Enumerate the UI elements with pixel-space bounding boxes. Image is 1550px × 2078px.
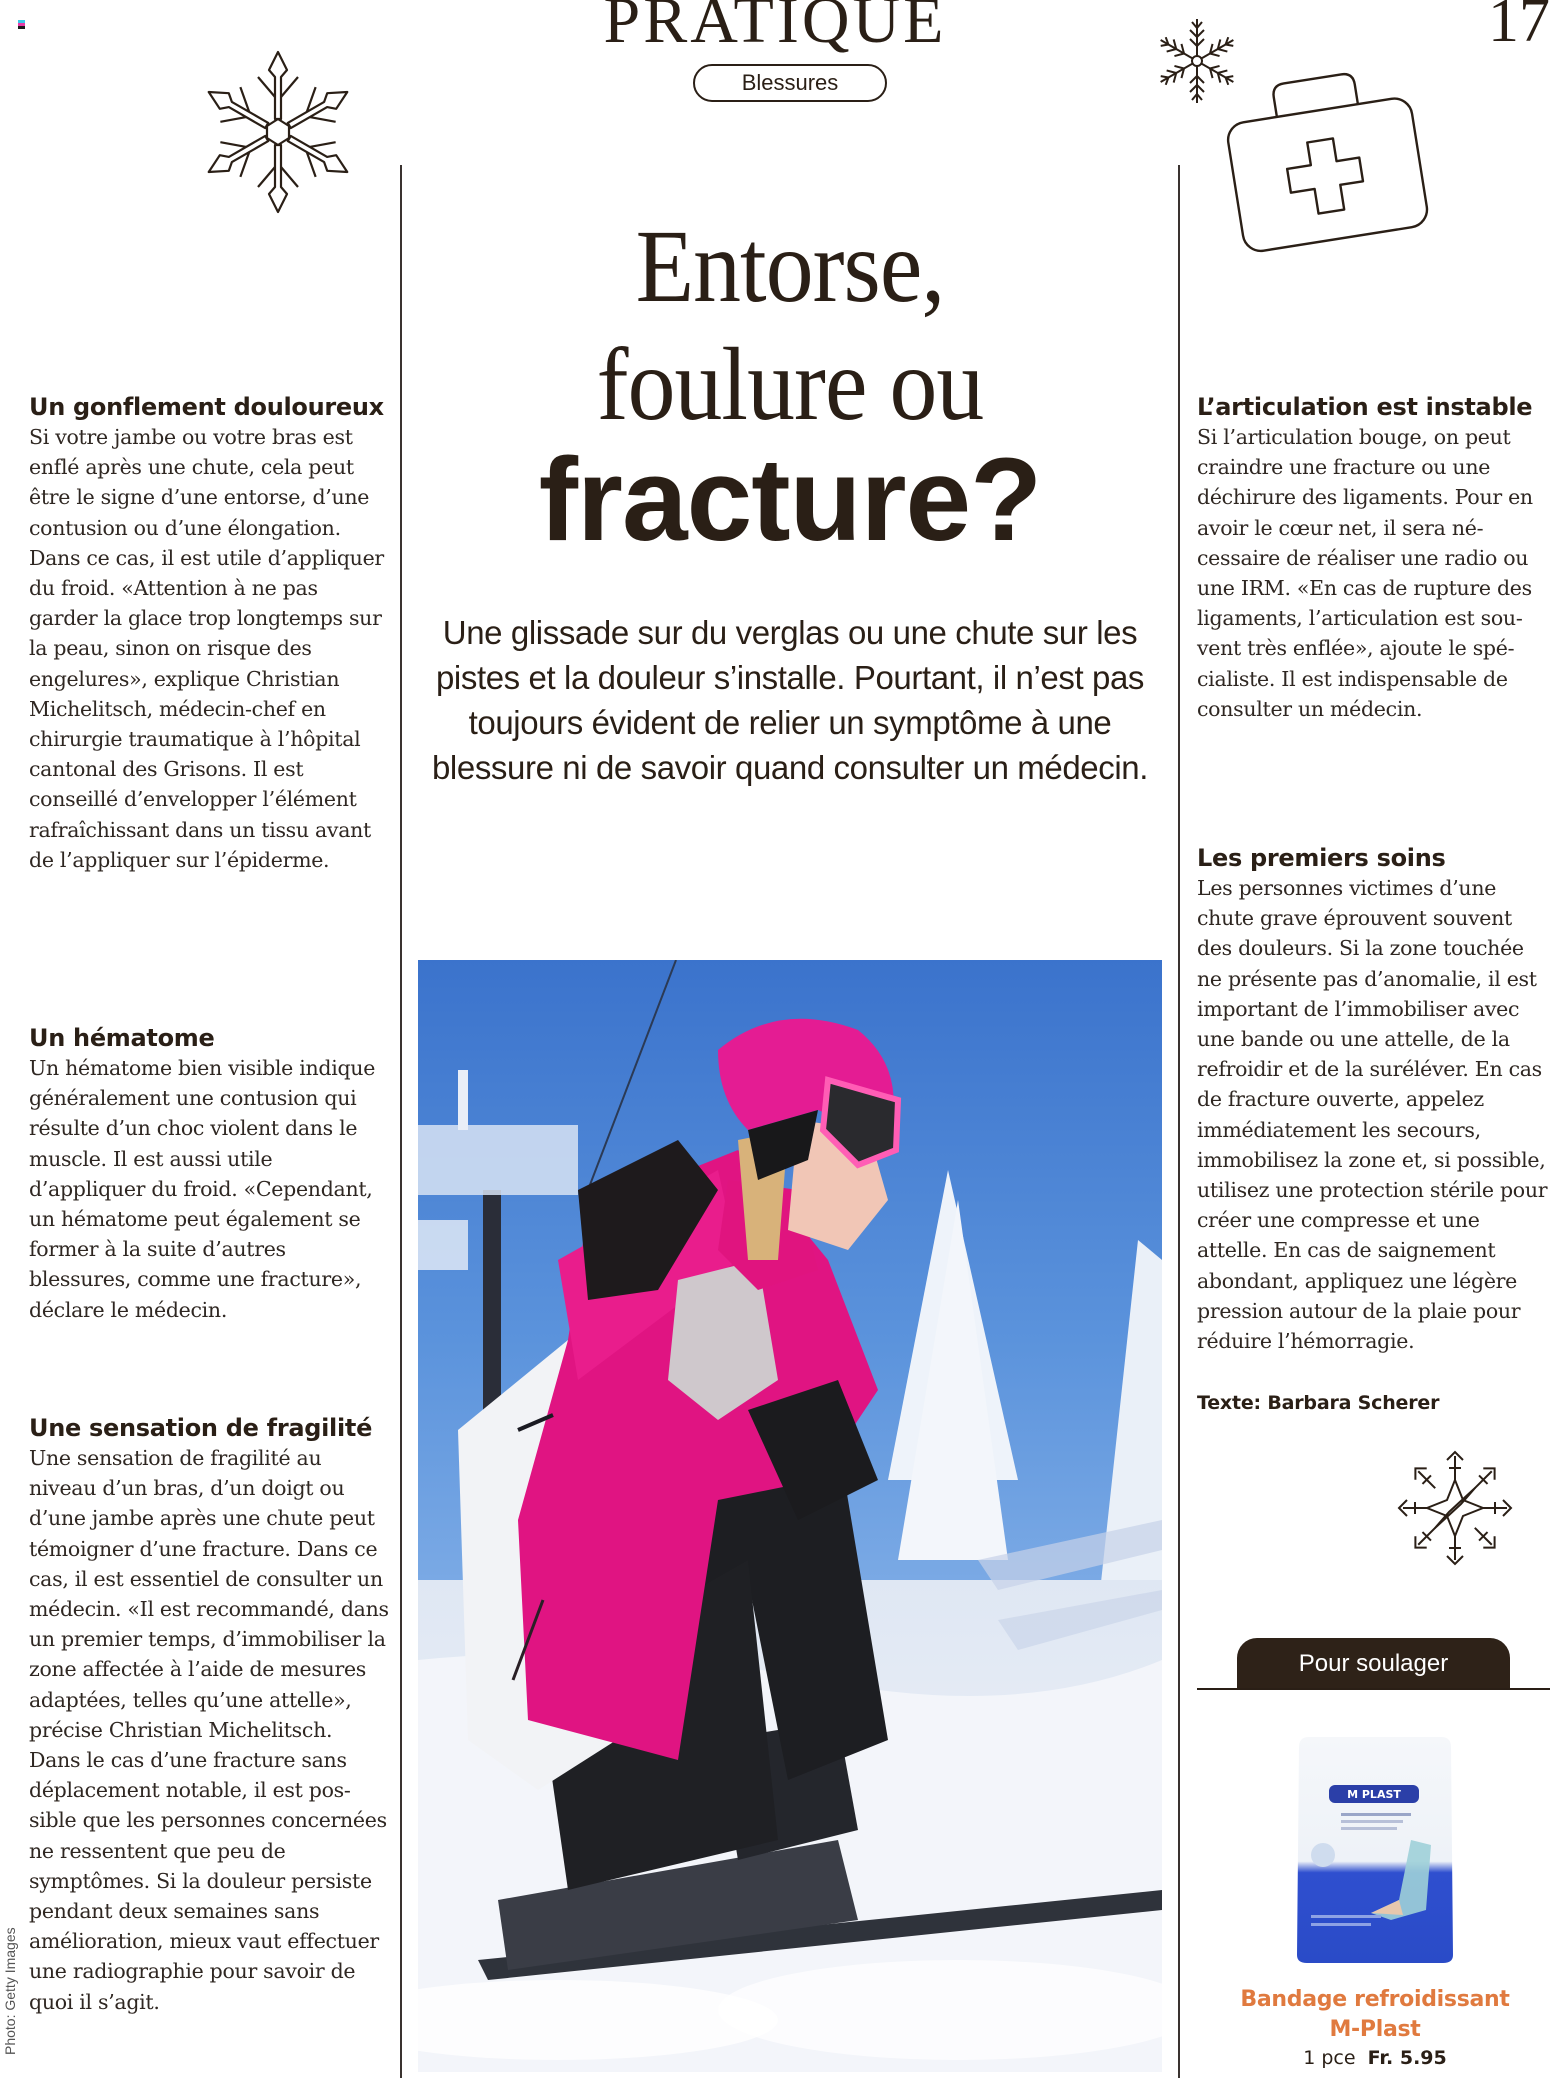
section-title: PRATIQUE bbox=[603, 0, 947, 57]
section-body: Les personnes victimes d’une chute grave éprouvent souvent des douleurs. Si la zone touchée ne présente pas d’anomalie, il est important de l’immobiliser avec une bande ou une attelle, de la refroidir et de la suréléver. En cas de fracture ouverte, appelez immédiatement les secours, immobilisez la zone et, si possible, utilisez une protection stérile pour créer une compresse et une attelle. En cas de saignement abondant, appliquez une légère pression autour de la plaie pour réduire l’hémorragie. bbox=[1197, 876, 1548, 1354]
section-fragility bbox=[29, 1413, 389, 2017]
product-name bbox=[1200, 1985, 1550, 2045]
headline-line-1: Entorse, bbox=[635, 209, 945, 324]
product-image bbox=[1291, 1735, 1459, 1965]
snowflake-icon bbox=[188, 42, 368, 222]
product-box-tab bbox=[1237, 1638, 1510, 1689]
section-first-aid bbox=[1197, 843, 1550, 1356]
product-name-line-1: Bandage refroidissant bbox=[1240, 1987, 1510, 2012]
photo-credit: Photo: Getty Images bbox=[2, 1927, 18, 2055]
product-quantity: 1 pce bbox=[1303, 2047, 1356, 2069]
section-hematoma bbox=[29, 1023, 389, 1325]
section-heading: Un hématome bbox=[29, 1024, 215, 1052]
headline bbox=[420, 208, 1160, 566]
product-name-line-2: M-Plast bbox=[1329, 2017, 1421, 2042]
product-brand-text: M PLAST bbox=[1347, 1788, 1401, 1801]
lede: Une glissade sur du verglas ou une chute sur les pistes et la douleur s’installe. Pourtant, il n’est pas toujours évident de relier un symptôme à une blessure ni de savoir quand consulter un médecin. bbox=[431, 614, 1148, 786]
section-heading: Une sensation de fragilité bbox=[29, 1414, 373, 1442]
section-body: Si votre jambe ou votre bras est enflé après une chute, cela peut être le signe d’une entorse, d’une contusion ou d’une élongation. Dans ce cas, il est utile d’appliquer du froid. «Attention à ne pas garder la glace trop longtemps sur la peau, sinon on risque des engelures», explique Christian Michelitsch, médecin-chef en chirurgie traumatique à l’hôpital cantonal des Grisons. Il est conseillé d’envelopper l’élément rafraîchissant dans un tissu avant de l’appliquer sur l’épiderme. bbox=[29, 425, 384, 872]
column-divider-right bbox=[1178, 165, 1180, 2078]
print-registration-marks bbox=[18, 20, 25, 29]
product-price-value: Fr. 5.95 bbox=[1367, 2047, 1447, 2069]
author-credit: Texte: Barbara Scherer bbox=[1197, 1392, 1440, 1414]
section-body: Un hématome bien visible indique généralement une contusion qui résulte d’un choc violent dans le muscle. Il est aussi utile d’appliquer du froid. «Cependant, un hématome peut également se former à la suite d’autres blessures, comme une fracture», déclare le médecin. bbox=[29, 1056, 376, 1322]
product-box-rule bbox=[1197, 1688, 1550, 1690]
headline-line-2: foulure ou bbox=[596, 327, 984, 442]
hero-photo bbox=[418, 960, 1162, 2072]
section-unstable-joint bbox=[1197, 392, 1550, 724]
section-heading: Les premiers soins bbox=[1197, 844, 1446, 872]
section-heading: Un gonflement douloureux bbox=[29, 393, 384, 421]
section-heading: L’articulation est instable bbox=[1197, 393, 1533, 421]
product-box-title: Pour soulager bbox=[1298, 1649, 1449, 1677]
headline-line-3: fracture? bbox=[538, 434, 1042, 566]
column-divider-left bbox=[400, 165, 402, 2078]
section-body: Si l’articulation bouge, on peut craindre une fracture ou une déchirure des ligaments. Pour en avoir le cœur net, il sera nécessaire de réaliser une radio ou une IRM. «En cas de rupture des ligaments, l’articulation est souvent très enflée», ajoute le spécialiste. Il est indispensable de consulter un médecin. bbox=[1197, 425, 1533, 721]
first-aid-kit-icon bbox=[1215, 70, 1435, 260]
page-number: 17 bbox=[1488, 0, 1550, 55]
skier-illustration bbox=[418, 960, 1162, 2072]
category-pill bbox=[693, 64, 887, 102]
category-label: Blessures bbox=[741, 70, 839, 95]
snowflake-geometric-icon bbox=[1395, 1448, 1515, 1568]
product-price bbox=[1200, 2047, 1550, 2069]
section-body: Une sensation de fragilité au niveau d’un bras, d’un doigt ou d’une jambe après une chute peut témoigner d’une fracture. Dans ce cas, il est essentiel de consulter un médecin. «Il est recommandé, dans un premier temps, d’immobiliser la zone affectée à l’aide de mesures adaptées, telles qu’une attelle», précise Christian Michelitsch. Dans le cas d’une fracture sans déplacement notable, il est possible que les personnes concernées ne ressentent que peu de symptômes. Si la douleur persiste pendant deux semaines sans amélioration, mieux vaut effectuer une radiographie pour savoir de quoi il s’agit. bbox=[29, 1446, 389, 2014]
section-swelling bbox=[29, 392, 389, 875]
